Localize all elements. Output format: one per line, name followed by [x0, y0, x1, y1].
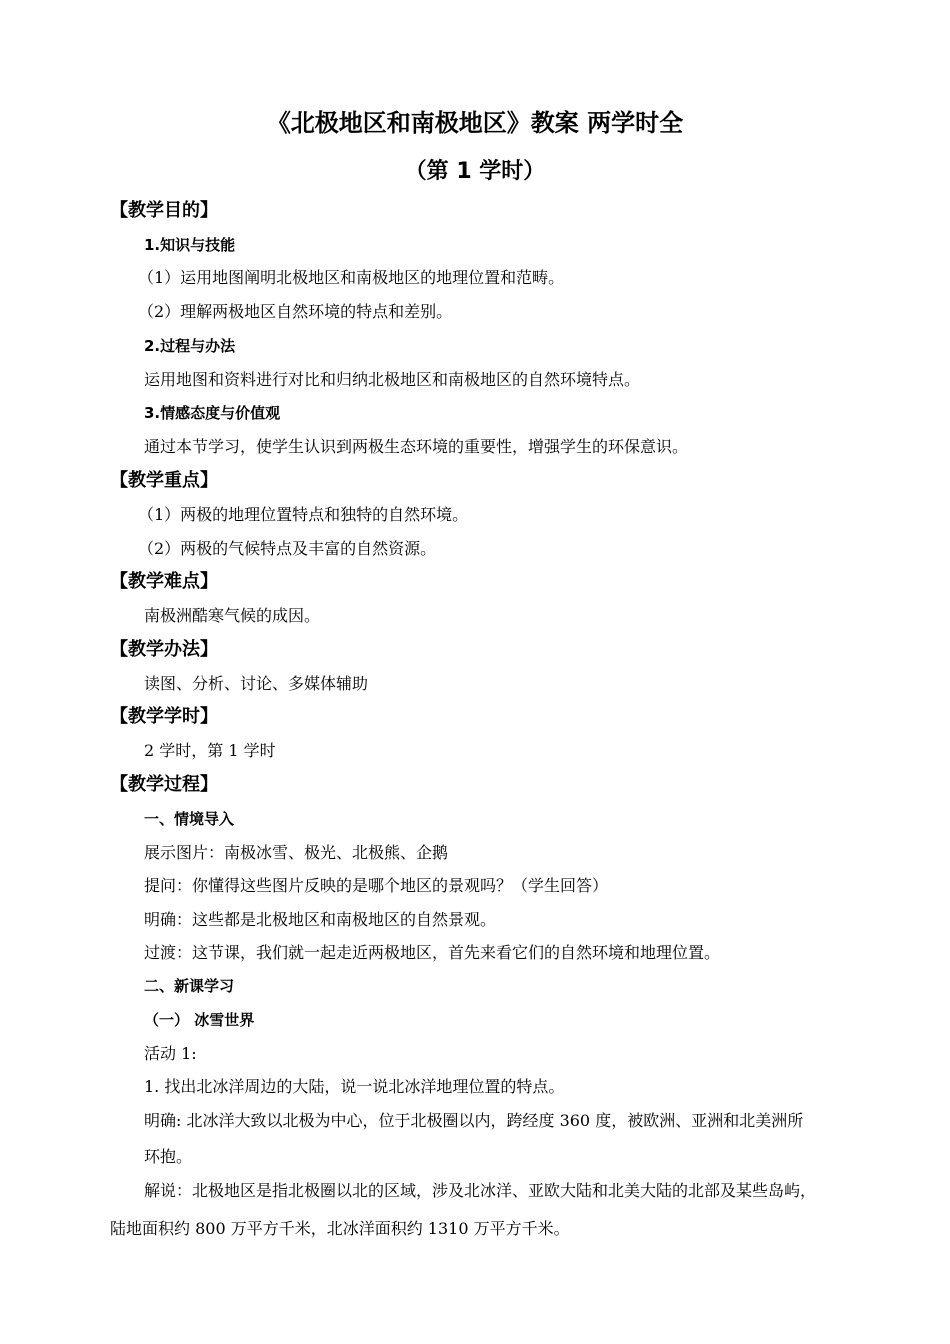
intro-line-2: 提问：你懂得这些图片反映的是哪个地区的景观吗？（学生回答） [144, 876, 609, 895]
section-heading-objectives: 【教学目的】 [110, 200, 218, 221]
answer-line-1: 明确: 北冰洋大致以北极为中心，位于北极圈以内，跨经度 360 度，被欧洲、亚洲和北美洲所 [144, 1111, 804, 1130]
subheading-ice-world: （一） 冰雪世界 [144, 1011, 255, 1029]
document-title: 《北极地区和南极地区》教案 两学时全 [266, 109, 684, 137]
document-subtitle: （第 1 学时） [404, 159, 546, 184]
methods-text: 读图、分析、讨论、多媒体辅助 [144, 674, 369, 693]
subheading-intro: 一、情境导入 [144, 810, 235, 828]
subheading-knowledge: 1.知识与技能 [144, 236, 236, 254]
explain-line-1: 解说：北极地区是指北极圈以北的区域，涉及北冰洋、亚欧大陆和北美大陆的北部及某些岛屿， [144, 1181, 817, 1200]
section-heading-key-points: 【教学重点】 [110, 470, 218, 491]
knowledge-item-1: （1）运用地图阐明北极地区和南极地区的地理位置和范畴。 [138, 268, 565, 287]
subheading-new-lesson: 二、新课学习 [144, 977, 235, 995]
difficulty-text: 南极洲酷寒气候的成因。 [144, 606, 321, 625]
intro-line-4: 过渡：这节课，我们就一起走近两极地区，首先来看它们的自然环境和地理位置。 [144, 943, 721, 962]
intro-line-1: 展示图片：南极冰雪、极光、北极熊、企鹅 [144, 843, 449, 862]
activity-question: 1. 找出北冰洋周边的大陆，说一说北冰洋地理位置的特点。 [144, 1077, 565, 1096]
attitude-text: 通过本节学习，使学生认识到两极生态环境的重要性，增强学生的环保意识。 [144, 437, 689, 456]
intro-line-3: 明确：这些都是北极地区和南极地区的自然景观。 [144, 910, 497, 929]
subheading-process: 2.过程与办法 [144, 337, 236, 355]
key-point-1: （1）两极的地理位置特点和独特的自然环境。 [138, 505, 469, 524]
knowledge-item-2: （2）理解两极地区自然环境的特点和差别。 [138, 302, 453, 321]
key-point-2: （2）两极的气候特点及丰富的自然资源。 [138, 539, 437, 558]
hours-text: 2 学时，第 1 学时 [144, 741, 276, 760]
answer-line-2: 环抱。 [144, 1147, 193, 1166]
section-heading-methods: 【教学办法】 [110, 639, 218, 660]
activity-label: 活动 1: [144, 1044, 197, 1063]
explain-line-2: 陆地面积约 800 万平方千米，北冰洋面积约 1310 万平方千米。 [110, 1219, 570, 1238]
process-text: 运用地图和资料进行对比和归纳北极地区和南极地区的自然环境特点。 [144, 370, 641, 389]
section-heading-process: 【教学过程】 [110, 774, 218, 795]
section-heading-difficulty: 【教学难点】 [110, 571, 218, 592]
subheading-attitude: 3.情感态度与价值观 [144, 404, 281, 422]
section-heading-hours: 【教学学时】 [110, 706, 218, 727]
